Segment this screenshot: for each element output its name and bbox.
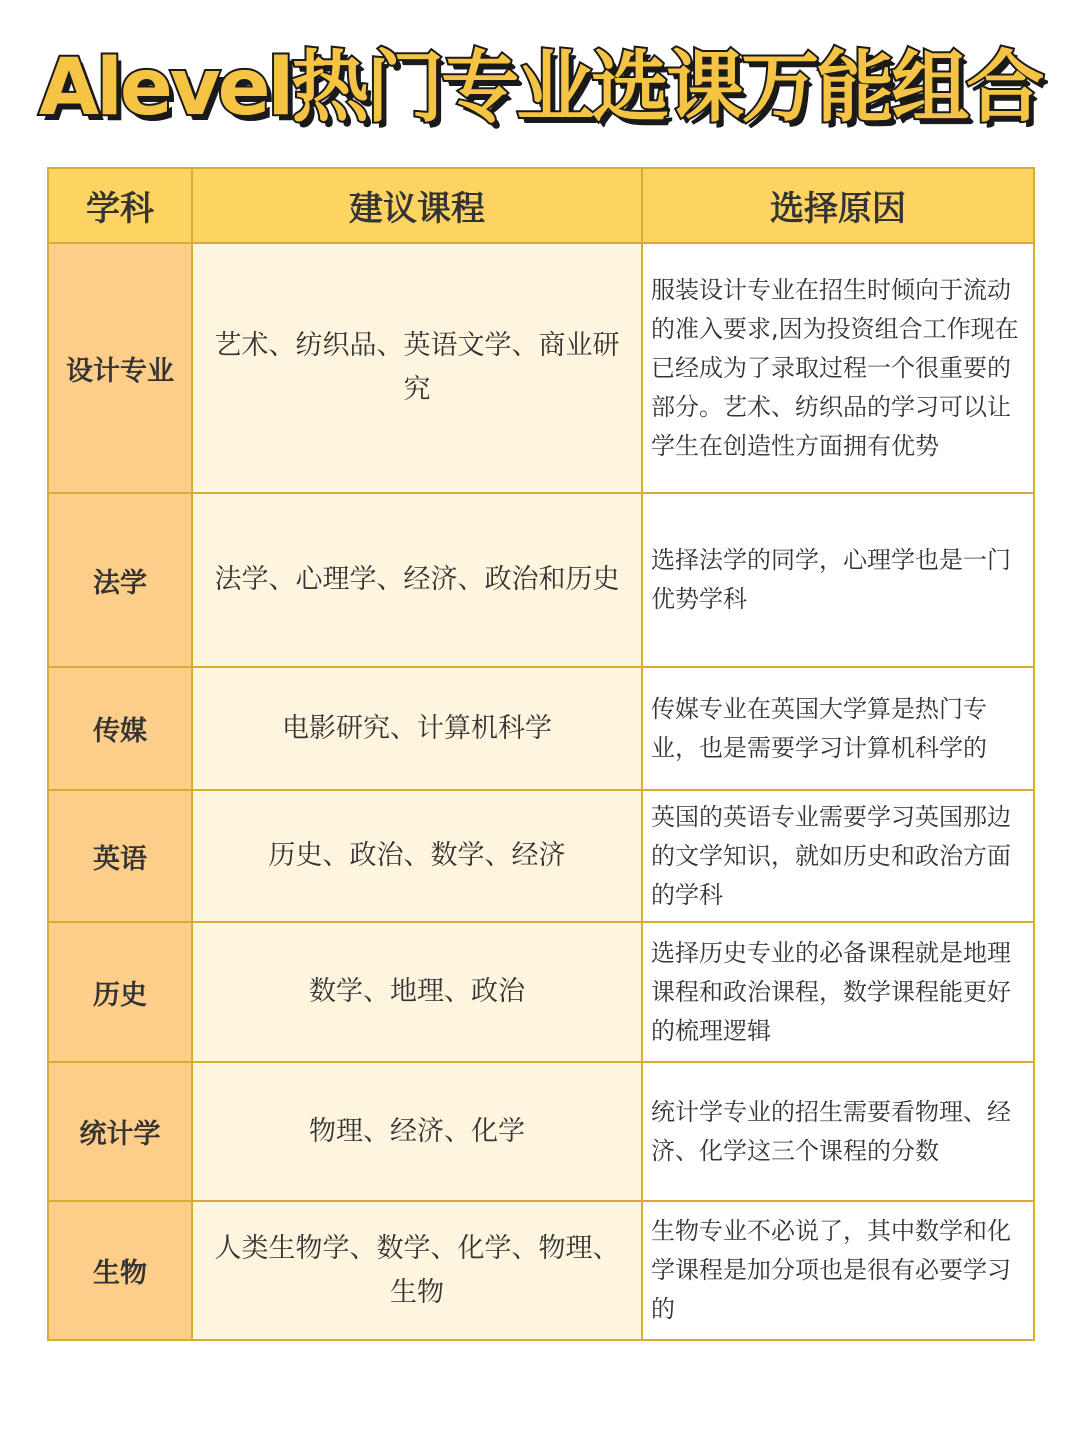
table-row — [48, 922, 1034, 1062]
table-row — [48, 493, 1034, 667]
courses-cell: 物理、经济、化学 — [192, 1062, 642, 1201]
courses-cell: 数学、地理、政治 — [192, 922, 642, 1062]
table-row — [48, 1062, 1034, 1201]
table-row — [48, 1201, 1034, 1340]
table-row — [48, 243, 1034, 493]
table-row — [48, 790, 1034, 922]
subject-cell: 历史 — [48, 922, 192, 1062]
header-reason: 选择原因 — [642, 168, 1034, 243]
table-row — [48, 667, 1034, 790]
reason-cell: 英国的英语专业需要学习英国那边的文学知识，就如历史和政治方面的学科 — [642, 790, 1034, 922]
header-subject: 学科 — [48, 168, 192, 243]
subject-cell: 生物 — [48, 1201, 192, 1340]
courses-cell: 艺术、纺织品、英语文学、商业研究 — [192, 243, 642, 493]
subject-cell: 统计学 — [48, 1062, 192, 1201]
reason-cell: 统计学专业的招生需要看物理、经济、化学这三个课程的分数 — [642, 1062, 1034, 1201]
subject-cell: 英语 — [48, 790, 192, 922]
page-title: Alevel热门专业选课万能组合 — [38, 43, 1042, 133]
course-combination-table — [47, 167, 1035, 1341]
reason-cell: 服装设计专业在招生时倾向于流动的准入要求,因为投资组合工作现在已经成为了录取过程一个很重要的部分。艺术、纺织品的学习可以让学生在创造性方面拥有优势 — [642, 243, 1034, 493]
reason-cell: 选择历史专业的必备课程就是地理课程和政治课程，数学课程能更好的梳理逻辑 — [642, 922, 1034, 1062]
subject-cell: 法学 — [48, 493, 192, 667]
table-header-row — [48, 168, 1034, 243]
header-courses: 建议课程 — [192, 168, 642, 243]
courses-cell: 法学、心理学、经济、政治和历史 — [192, 493, 642, 667]
courses-cell: 历史、政治、数学、经济 — [192, 790, 642, 922]
courses-cell: 电影研究、计算机科学 — [192, 667, 642, 790]
subject-cell: 设计专业 — [48, 243, 192, 493]
reason-cell: 生物专业不必说了，其中数学和化学课程是加分项也是很有必要学习的 — [642, 1201, 1034, 1340]
reason-cell: 选择法学的同学，心理学也是一门优势学科 — [642, 493, 1034, 667]
courses-cell: 人类生物学、数学、化学、物理、生物 — [192, 1201, 642, 1340]
subject-cell: 传媒 — [48, 667, 192, 790]
reason-cell: 传媒专业在英国大学算是热门专业，也是需要学习计算机科学的 — [642, 667, 1034, 790]
